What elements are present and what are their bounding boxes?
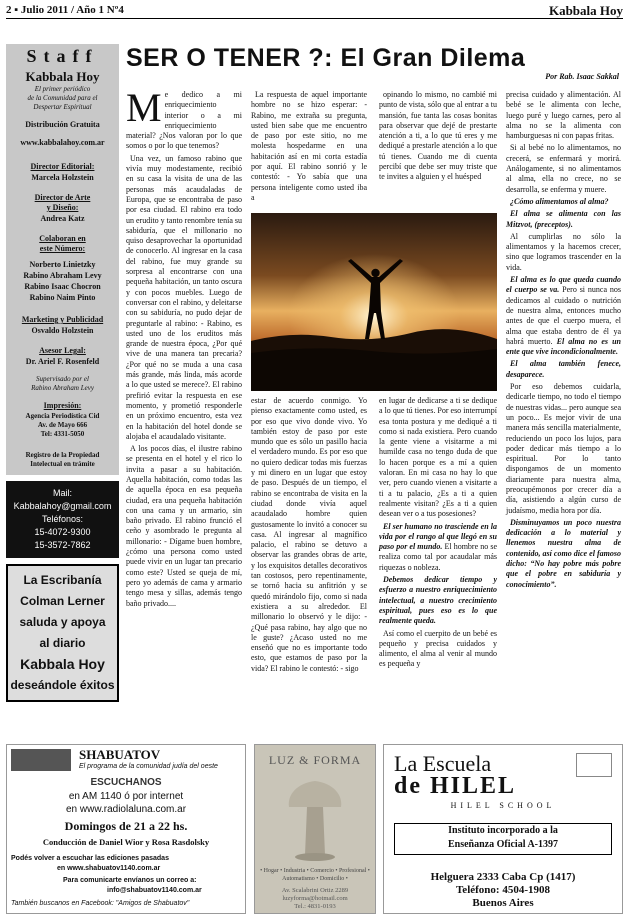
- staff-sidebar: [6, 44, 119, 702]
- article-author: Por Rab. Isaac Sakkal: [545, 72, 619, 81]
- hilel-ad: [383, 744, 623, 914]
- legal: Dr. Ariel F. Rosenfeld: [25, 357, 100, 366]
- luz-addr: Av. Scalabrini Ortiz 2289: [281, 887, 349, 894]
- tagline-3: Despertar Espiritual: [33, 103, 92, 111]
- emphasis: Disminuyamos un poco nuestra dedicación a lo material y llenemos nuestra alma de contenido, así como dice el famoso dicho: “No hay pobre más pobre que el pobre en sabiduría y conocimiento”.: [506, 517, 621, 589]
- article-photo: [251, 213, 497, 391]
- director-editorial-label: Director Editorial:: [30, 162, 95, 171]
- luz-items: • Hogar • Industria • Comercio • Profesional • Automatismo • Domicilio •: [260, 868, 370, 882]
- print-3: Tel: 4331-5050: [40, 430, 85, 438]
- shab-web[interactable]: en www.radiolaluna.com.ar: [65, 804, 187, 815]
- escri-line-5: Kabbala Hoy: [20, 656, 105, 672]
- collaborator-1: Norberto Linietzky: [29, 260, 96, 269]
- paragraph: opinando lo mismo, no cambié mi punto de vista, sólo que al entrar a tu mansión, fue tanta las cosas bonitas para observar que dejé de prestarte atención a ti, a lo que tú eres y me dediqué a prestarle atención a lo que tú tienes. Cuando me di cuenta percibí que debe ser muy triste que te invites a alguien y el huésped: [379, 90, 497, 182]
- director-arte-label-1: Director de Arte: [34, 193, 91, 202]
- hilel-line-3: HILEL SCHOOL: [450, 801, 556, 810]
- escri-line-3: saluda y apoya: [19, 615, 106, 629]
- print-2: Av. de Mayo 666: [37, 421, 88, 429]
- emphasis: El alma se alimenta con las Mitzvot, (preceptos).: [506, 209, 621, 229]
- collaborators-label-1: Colaboran en: [39, 234, 86, 243]
- paragraph: Así como el cuerpito de un bebé es pequeño y precisa cuidados y alimento, el alma al venir al mundo es pequeña y: [379, 628, 497, 669]
- shab-fb: También buscanos en Facebook: "Amigos de Shabuatov": [11, 900, 190, 907]
- shab-mail[interactable]: info@shabuatov1140.com.ar: [107, 887, 202, 894]
- emphasis: El alma también fenece, desaparece.: [506, 359, 621, 379]
- staff-box: [6, 44, 119, 475]
- marketing: Osvaldo Holzstein: [31, 326, 94, 335]
- collaborator-3: Rabino Isaac Chocron: [24, 282, 101, 291]
- paragraph: Por eso debemos cuidarla, dedicarle tiempo, no todo el tiempo de nuestras vidas... pero aunque sea un poco... Es mejor vivir de una manera más sencilla materialmente, reduciendo un poco los lujos, para poder dedicar más tiempo a lo espiritual. Por lo tanto dispongamos de un momento diariamente para nuestra alma, preocupémonos por crecer día a día, asistiendo a algún curso de judaísmo, media hora por día.: [506, 382, 621, 515]
- escri-line-4: al diario: [39, 636, 86, 650]
- paragraph: Al cumplirlas no sólo la alimentamos y la hacemos crecer, sino que logramos trascender en la vida.: [506, 231, 621, 272]
- article-column-3-bottom: [379, 396, 497, 672]
- staff-heading: Staff: [26, 46, 99, 66]
- shab-pod-2[interactable]: en www.shabuatov1140.com.ar: [57, 865, 161, 872]
- hilel-line-2: de HILEL: [394, 773, 517, 799]
- hilel-inst-2: Enseñanza Oficial A-1397: [447, 839, 558, 850]
- paragraph: en lugar de dedicarse a ti se dedique a lo que tú tienes. Por eso interrumpí esa tonta postura y me dediqué a ti como si nada existiera. Pero cuando la gente viene a visitarme a mi humilde casa no tengo duda de que lo hacen porque es a mí a quien valoran. En mi casa no hay lo que ver, pero cuando vienen a visitarte a ti a tu palacio, ¿Es a ti a quien realmente visitan? ¿Es a ti a quien desean ver o a tus posesiones?: [379, 396, 497, 519]
- mail-address[interactable]: Kabbalahoy@gmail.com: [13, 501, 112, 511]
- hilel-line-1: La Escuela: [394, 751, 492, 776]
- escri-line-2: Colman Lerner: [20, 594, 105, 608]
- article-column-2-top: [251, 90, 367, 205]
- registry-1: Registro de la Propiedad: [25, 451, 100, 459]
- hilel-logo-icon: [576, 753, 612, 777]
- emphasis: El ser humano no trasciende en la vida por el rango al que llegó en su paso por el mundo.: [379, 521, 497, 552]
- collaborator-2: Rabino Abraham Levy: [23, 271, 102, 280]
- shab-pod-1: Podés volver a escuchar las ediciones pasadas: [11, 855, 169, 862]
- luz-mail[interactable]: luzyforma@hotmail.com: [282, 895, 348, 902]
- shabuatov-logo-icon: [11, 749, 71, 771]
- shab-dom: Domingos de 21 a 22 hs.: [64, 819, 188, 833]
- contact-box: [6, 481, 119, 558]
- article-column-2-bottom: [251, 396, 367, 676]
- hilel-institute-box: [394, 823, 612, 855]
- publication-name: Kabbala Hoy: [548, 3, 623, 18]
- shab-cond: Conducción de Daniel Wior y Rosa Rasdolsky: [42, 837, 210, 847]
- article-column-3-top: [379, 90, 497, 185]
- tagline-1: El primer periódico: [34, 85, 91, 93]
- director-arte: Andrea Katz: [40, 214, 85, 223]
- paragraph: e dedico a mi enriquecimiento interior o a mi enriquecimiento material? ¿Nos valoran por lo que somos o por lo que tenemos?: [126, 90, 242, 151]
- emphasis: El alma es lo que queda cuando el cuerpo se va.: [506, 275, 621, 295]
- marketing-label: Marketing y Publicidad: [21, 315, 104, 324]
- paragraph: La respuesta de aquel importante hombre no se hizo esperar: - Rabino, me extraña su pregunta, usted bien sabe que me encuentro de paso por este sitio, no me molesta hospedarme en una habitación así en mi corta estadía por aquí. El rabino sonrió y le contestó: - Yo sabía que una persona inteligente como usted iba a: [251, 90, 367, 202]
- article-title: SER O TENER ?: El Gran Dilema: [126, 44, 526, 72]
- paragraph: A los pocos días, el ilustre rabino se presenta en el hotel y el rico lo invita a pasar a su habitación. Aquella habitación, como todas las de aquella época en esa pequeña ciudad, era una pequeña habitación con una cama y un armario, sin baño privado. El rabino frunció el ceño y asombrado le pregunta al millonario: - Dígame buen hombre, ¿cómo una persona como usted puede vivir en un lugar tan precario como este? Usted se queja de mí, pero yo además de cama y armario tengo mesa y sillas, además tengo baño privado....: [126, 444, 242, 608]
- hilel-city: Buenos Aires: [472, 897, 534, 909]
- emphasis: Debemos dedicar tiempo y esfuerzo a nuestro enriquecimiento intelectual, a nuestro crecimiento espiritual, pues eso es lo que realmente queda.: [379, 575, 497, 626]
- hilel-inst-1: Instituto incorporado a la: [448, 825, 558, 836]
- paragraph: Si al bebé no lo alimentamos, no crecerá, se enfermará y morirá. Análogamente, si no alimentamos al alma, ella no crece, no se desarrolla, se enferma y muere.: [506, 143, 621, 194]
- phone-1: 15-4072-9300: [34, 527, 91, 537]
- shab-sub: El programa de la comunidad judía del oeste: [79, 763, 218, 770]
- director-arte-label-2: y Diseño:: [46, 203, 79, 212]
- print-1: Agencia Periodística Cid: [25, 412, 100, 420]
- sunset-silhouette-image: [251, 213, 497, 391]
- luz-forma-ad: [254, 744, 376, 914]
- legal-label: Asesor Legal:: [39, 346, 86, 355]
- phone-2: 15-3572-7862: [34, 540, 91, 550]
- mail-label: Mail:: [52, 488, 72, 498]
- emphasis: El alma no es un ente que vive incondicionalmente.: [506, 336, 622, 357]
- escri-line-1: La Escribanía: [23, 573, 102, 587]
- issue-info: 2 ▪ Julio 2011 / Año 1 Nº4: [6, 4, 124, 16]
- emphasis: ¿Cómo alimentamos al alma?: [510, 196, 609, 206]
- supervised: Rabino Abraham Levy: [31, 384, 94, 392]
- page-header: [6, 3, 623, 19]
- paragraph: precisa cuidado y alimentación. Al bebé se le alimenta con leche, luego puré y luego carnes, pero al alma no se la alimenta con hamburguesas ni con papas fritas.: [506, 90, 621, 141]
- hilel-addr: Helguera 2333 Caba Cp (1417): [430, 871, 576, 883]
- distribution-text: Distribución Gratuita: [25, 120, 100, 129]
- print-label: Impresión:: [43, 401, 82, 410]
- lamp-figure-icon: [277, 773, 353, 863]
- masthead-name: Kabbala Hoy: [25, 69, 100, 84]
- drop-cap: M: [126, 85, 162, 130]
- shab-am: en AM 1140 ó por internet: [68, 791, 184, 802]
- supervised-label: Supervisado por el: [36, 375, 89, 383]
- escribania-ad: [6, 564, 119, 702]
- article-column-1: [126, 85, 242, 611]
- shab-name: SHABUATOV: [79, 747, 161, 762]
- luz-title: LUZ & FORMA: [268, 753, 362, 767]
- shab-esc: ESCUCHANOS: [90, 777, 162, 788]
- escri-line-6: deseándole éxitos: [10, 678, 115, 692]
- paragraph: Pero si nunca nos dedicamos al cuidado o nutrición de nuestra alma, entonces mucho antes de que el cuerpo muera, el alma que estaba dentro de él ya habrá muerto.: [506, 285, 621, 346]
- luz-tel: Tel.: 4831-0193: [294, 903, 336, 910]
- article-column-4: [506, 90, 621, 592]
- paragraph: Una vez, un famoso rabino que vivía muy modestamente, recibió en su casa la visita de una de las personas más acaudaladas de Europa, que se encontraba de paso por esa ciudad. El rabino era todo un erudito y tanto renombre tenía su sabiduría, que el millonario no quiso desaprovechar la oportunidad de conocerlo. Al ingresar en la casa del rabino, fue muy grande su sorpresa al encontrarse con una pequeña habitación, un tanto oscura y con pocos muebles. Luego de conversar con el rabino, y deleitarse con su sabiduría, no pudo dejar de preguntarle al rabino: - Rabino, es usted uno de los eruditos más grande de nuestra época, ¿Por qué vive de una manera tan precaria? ¿Por qué no se muda a una casa más grande, más linda, más acorde a lo que usted se merece?. El rabino prefirió evitar la respuesta en ese momento, y prometió responderle en un próximo encuentro, esta vez en la habitación del hotel donde se alojaba el acaudalado visitante.: [126, 153, 242, 441]
- shab-com: Para comunicarte envíanos un correo a:: [63, 877, 197, 884]
- phones-label: Teléfonos:: [41, 514, 84, 524]
- collaborators-label-2: este Número:: [39, 244, 86, 253]
- collaborator-4: Rabino Naim Pinto: [29, 293, 96, 302]
- website-link[interactable]: www.kabbalahoy.com.ar: [20, 138, 105, 147]
- paragraph: estar de acuerdo conmigo. Yo pienso exactamente como usted, es por eso que vivo donde vivo. Yo también estoy de paso por este mundo que es sólo un pasillo hacia el verdadero mundo. Es por eso que no quiero dedicar todas mis fuerzas y mi dinero en un lugar que estoy de paso. Después de un tiempo, el rabino se encontraba de visita en la ciudad donde vivía aquel acaudalado hombre quien gustosamente lo invitó a conocer su casa. Al ingresar al magnífico palacio, el rabino se detuvo a observar las grandes obras de arte, y los exquisitos detalles decorativos tan costosos, pero repentinamente, se tornó hacia su anfitrión y se quedó mirándolo fijo, como si nada existiera a su alrededor. El millonario lo observó y le dijo: - ¿Qué pasa rabino, hay algo que no le guste? ¿Acaso usted no me enseñó que no es importante todo esto, que estamos de paso por la vida? El rabino le contestó: - sigo: [251, 396, 367, 673]
- registry-2: Intelectual en trámite: [30, 460, 95, 468]
- shabuatov-ad: [6, 744, 246, 914]
- director-editorial: Marcela Holzstein: [31, 173, 94, 182]
- hilel-tel: Teléfono: 4504-1908: [455, 884, 550, 896]
- paragraph: El hombre no se realiza como tal por acaudalar más riquezas o nobleza.: [379, 542, 497, 572]
- tagline-2: de la Comunidad para el: [27, 94, 98, 102]
